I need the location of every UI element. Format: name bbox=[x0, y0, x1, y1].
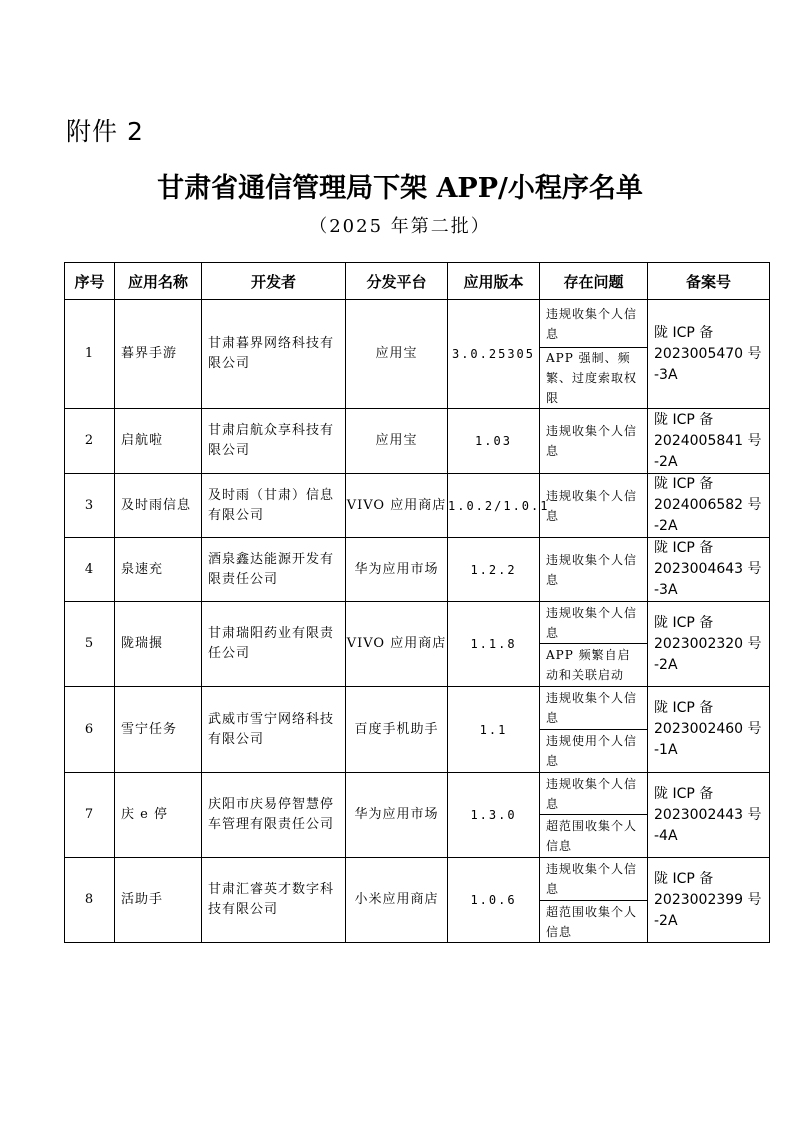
row-record: 陇 ICP 备 2023004643 号 -3A bbox=[648, 538, 770, 602]
row-app-name: 活助手 bbox=[115, 858, 202, 943]
row-issue: 违规收集个人信息 bbox=[540, 858, 648, 901]
row-version: 3.0.25305 bbox=[448, 300, 540, 409]
row-version: 1.0.6 bbox=[448, 858, 540, 943]
row-version: 1.03 bbox=[448, 409, 540, 474]
table-row bbox=[65, 858, 770, 901]
row-no: 5 bbox=[65, 602, 115, 687]
attachment-label: 附件 2 bbox=[66, 117, 144, 146]
row-issue: 超范围收集个人信息 bbox=[540, 815, 648, 858]
header-issues: 存在问题 bbox=[540, 263, 648, 300]
row-issue: 违规收集个人信息 bbox=[540, 687, 648, 730]
document-title: 甘肃省通信管理局下架 APP/小程序名单 bbox=[157, 173, 643, 204]
header-platform: 分发平台 bbox=[346, 263, 448, 300]
row-app-name: 暮界手游 bbox=[115, 300, 202, 409]
row-issue: 违规收集个人信息 bbox=[540, 773, 648, 815]
row-issue: APP 强制、频繁、过度索取权限 bbox=[540, 348, 648, 409]
row-app-name: 及时雨信息 bbox=[115, 474, 202, 538]
row-developer: 甘肃暮界网络科技有限公司 bbox=[202, 300, 346, 409]
row-platform: VIVO 应用商店 bbox=[346, 474, 448, 538]
row-platform: VIVO 应用商店 bbox=[346, 602, 448, 687]
table-row bbox=[65, 409, 770, 474]
table-row bbox=[65, 300, 770, 348]
row-platform: 华为应用市场 bbox=[346, 773, 448, 858]
row-record: 陇 ICP 备 2023002460 号 -1A bbox=[648, 687, 770, 773]
row-app-name: 启航啦 bbox=[115, 409, 202, 474]
row-record: 陇 ICP 备 2023002443 号 -4A bbox=[648, 773, 770, 858]
row-platform: 百度手机助手 bbox=[346, 687, 448, 773]
row-app-name: 泉速充 bbox=[115, 538, 202, 602]
row-issue: 违规收集个人信息 bbox=[540, 300, 648, 348]
table-row bbox=[65, 687, 770, 730]
header-record: 备案号 bbox=[648, 263, 770, 300]
row-platform: 应用宝 bbox=[346, 300, 448, 409]
row-app-name: 庆 e 停 bbox=[115, 773, 202, 858]
table-row bbox=[65, 602, 770, 644]
header-no: 序号 bbox=[65, 263, 115, 300]
row-issue: 违规收集个人信息 bbox=[540, 474, 648, 538]
header-app-name: 应用名称 bbox=[115, 263, 202, 300]
document-subtitle: （2025 年第二批） bbox=[309, 216, 491, 237]
row-issue: 违规使用个人信息 bbox=[540, 730, 648, 773]
row-record: 陇 ICP 备 2024005841 号 -2A bbox=[648, 409, 770, 474]
table-header-row bbox=[65, 263, 770, 300]
row-version: 1.0.2/1.0.1 bbox=[448, 474, 540, 538]
row-developer: 庆阳市庆易停智慧停车管理有限责任公司 bbox=[202, 773, 346, 858]
row-version: 1.2.2 bbox=[448, 538, 540, 602]
row-no: 1 bbox=[65, 300, 115, 409]
row-version: 1.1 bbox=[448, 687, 540, 773]
row-record: 陇 ICP 备 2023002320 号 -2A bbox=[648, 602, 770, 687]
row-developer: 甘肃瑞阳药业有限责任公司 bbox=[202, 602, 346, 687]
row-no: 4 bbox=[65, 538, 115, 602]
header-developer: 开发者 bbox=[202, 263, 346, 300]
row-developer: 甘肃启航众享科技有限公司 bbox=[202, 409, 346, 474]
row-developer: 武威市雪宁网络科技有限公司 bbox=[202, 687, 346, 773]
row-no: 2 bbox=[65, 409, 115, 474]
row-issue: 违规收集个人信息 bbox=[540, 538, 648, 602]
row-issue: 违规收集个人信息 bbox=[540, 602, 648, 644]
row-issue: 违规收集个人信息 bbox=[540, 409, 648, 474]
row-app-name: 陇瑞搌 bbox=[115, 602, 202, 687]
row-developer: 酒泉鑫达能源开发有限责任公司 bbox=[202, 538, 346, 602]
row-platform: 小米应用商店 bbox=[346, 858, 448, 943]
row-developer: 及时雨（甘肃）信息有限公司 bbox=[202, 474, 346, 538]
row-issue: APP 频繁自启动和关联启动 bbox=[540, 644, 648, 687]
row-no: 8 bbox=[65, 858, 115, 943]
table-row bbox=[65, 773, 770, 815]
row-record: 陇 ICP 备 2023002399 号 -2A bbox=[648, 858, 770, 943]
header-version: 应用版本 bbox=[448, 263, 540, 300]
row-record: 陇 ICP 备 2023005470 号 -3A bbox=[648, 300, 770, 409]
app-list-table bbox=[64, 262, 770, 943]
row-version: 1.3.0 bbox=[448, 773, 540, 858]
row-no: 6 bbox=[65, 687, 115, 773]
row-record: 陇 ICP 备 2024006582 号 -2A bbox=[648, 474, 770, 538]
table-row bbox=[65, 474, 770, 538]
row-no: 3 bbox=[65, 474, 115, 538]
row-no: 7 bbox=[65, 773, 115, 858]
row-platform: 应用宝 bbox=[346, 409, 448, 474]
row-issue: 超范围收集个人信息 bbox=[540, 901, 648, 943]
row-version: 1.1.8 bbox=[448, 602, 540, 687]
table-row bbox=[65, 538, 770, 602]
row-developer: 甘肃汇睿英才数字科技有限公司 bbox=[202, 858, 346, 943]
row-platform: 华为应用市场 bbox=[346, 538, 448, 602]
row-app-name: 雪宁任务 bbox=[115, 687, 202, 773]
